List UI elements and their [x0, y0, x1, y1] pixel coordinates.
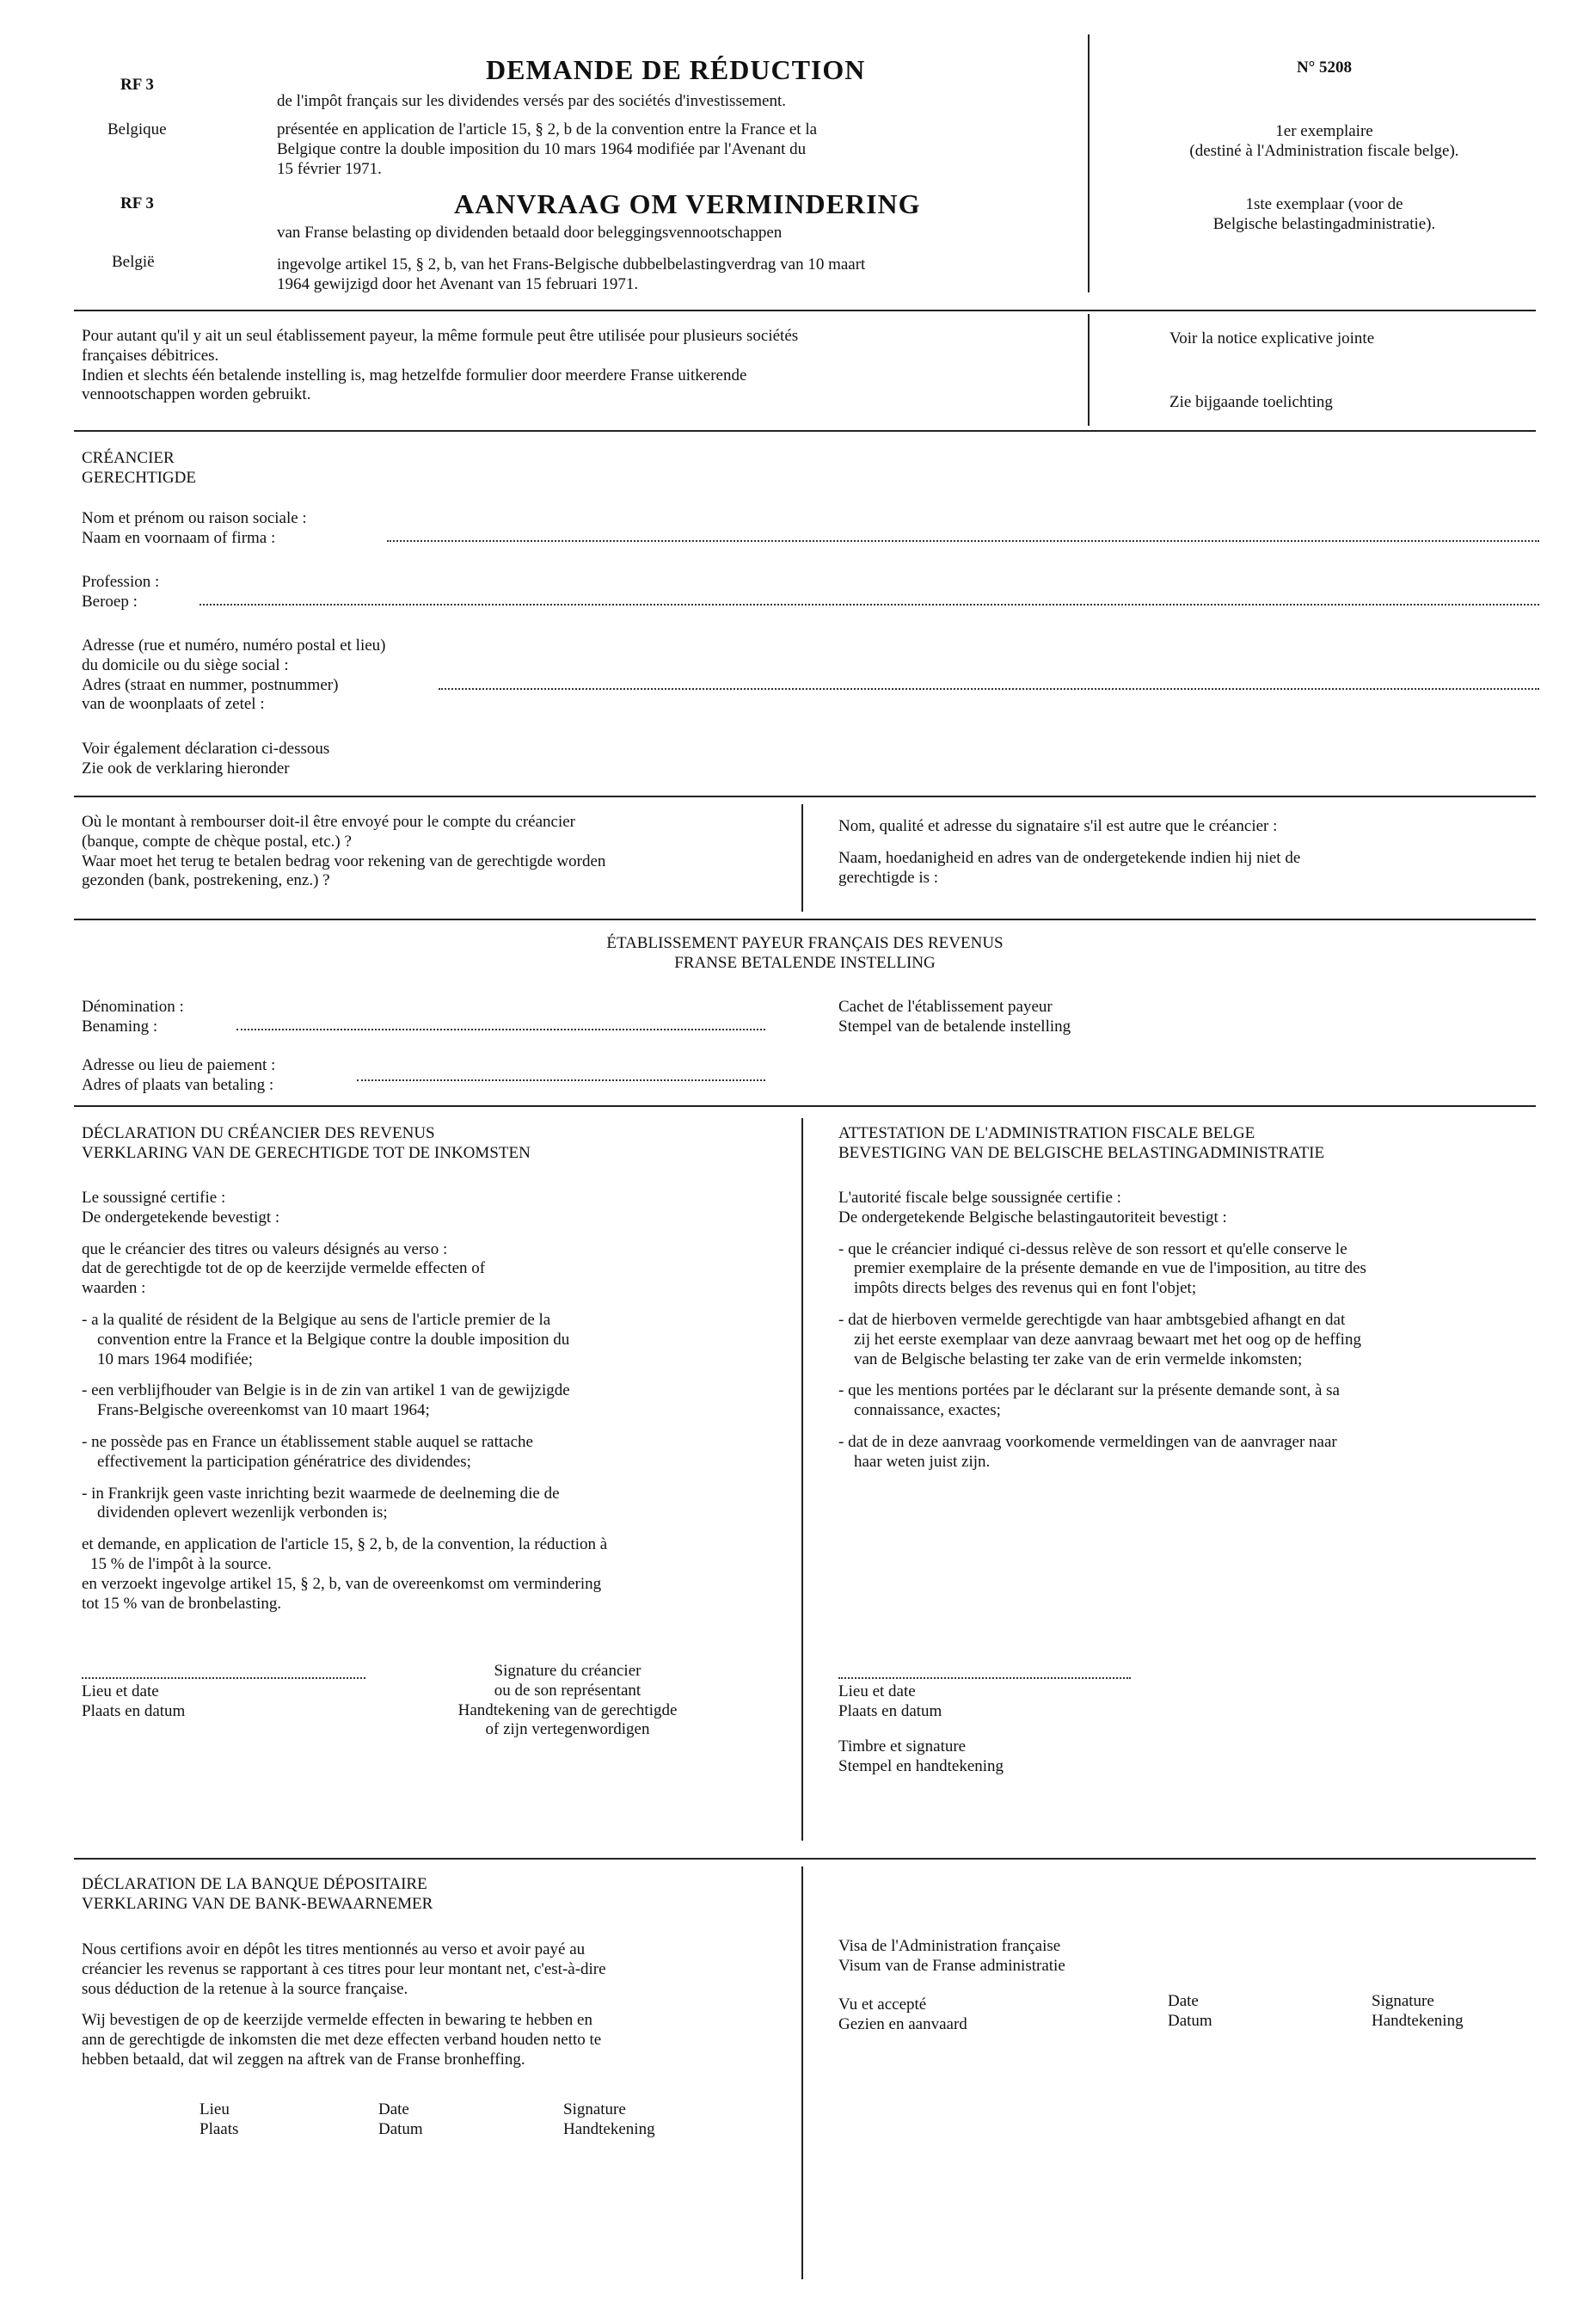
bank-signature-nl: Handtekening	[563, 2119, 655, 2138]
address-label-line: van de woonplaats of zetel :	[82, 695, 265, 714]
subtitle-fr: de l'impôt français sur les dividendes versés par des sociétés d'investissement.	[277, 92, 787, 110]
payer-stamp-fr: Cachet de l'établissement payeur	[838, 998, 1053, 1016]
attestation-heading-fr: ATTESTATION DE L'ADMINISTRATION FISCALE BELGE	[838, 1124, 1255, 1142]
declaration-line: tot 15 % van de bronbelasting.	[82, 1594, 282, 1613]
bank-line: sous déduction de la retenue à la source française.	[82, 1979, 408, 1998]
address-label-line: du domicile ou du siège social :	[82, 655, 289, 674]
declaration-place-date-field[interactable]	[82, 1677, 365, 1679]
application-fr-line: présentée en application de l'article 15, § 2, b de la convention entre la France et la	[277, 120, 818, 138]
creditor-heading-fr: CRÉANCIER	[82, 449, 175, 467]
declaration-bullet: - een verblijfhouder van Belgie is in de zin van artikel 1 van de gewijzigde	[82, 1381, 570, 1400]
bank-date-label	[378, 2100, 423, 2140]
rf3-code-fr: RF 3	[120, 76, 154, 94]
attestation-bullet: - dat de hierboven vermelde gerechtigde van haar ambtsgebied afhangt en dat	[838, 1310, 1346, 1329]
copy-label-line: Belgische belastingadministratie).	[1212, 214, 1436, 233]
declaration-bullet: Frans-Belgische overeenkomst van 10 maart 1964;	[97, 1401, 430, 1420]
bank-signature-label	[563, 2100, 655, 2140]
denomination-label-nl: Benaming :	[82, 1017, 158, 1036]
title-fr: DEMANDE DE RÉDUCTION	[486, 54, 866, 85]
visa-accept-fr: Vu et accepté	[838, 1995, 927, 2014]
refund-question	[82, 813, 605, 891]
refund-line: (banque, compte de chèque postal, etc.) ?	[82, 832, 352, 851]
address-field[interactable]	[439, 688, 1539, 690]
bank-heading-nl: VERKLARING VAN DE BANK-BEWAARNEMER	[82, 1894, 433, 1913]
name-label-nl: Naam en voornaam of firma :	[82, 528, 276, 547]
visa-date-label	[1168, 1992, 1212, 2032]
visa-accept-nl: Gezien en aanvaard	[838, 2014, 967, 2033]
address-label-line: Adresse (rue et numéro, numéro postal et lieu)	[82, 636, 386, 655]
notice-line: Pour autant qu'il y ait un seul établissement payeur, la même formule peut être utilisée pour plusieurs sociétés	[82, 327, 799, 345]
attestation-body	[838, 1189, 1544, 1473]
visa-signature-label	[1372, 1992, 1464, 2032]
visa-signature-nl: Handtekening	[1372, 2011, 1464, 2030]
application-nl-line: 1964 gewijzigd door het Avenant van 15 februari 1971.	[277, 274, 639, 293]
declaration-bullet: convention entre la France et la Belgique contre la double imposition du	[97, 1330, 570, 1349]
name-label	[82, 509, 307, 549]
declaration-line: 15 % de l'impôt à la source.	[90, 1554, 272, 1573]
bank-date-fr: Date	[378, 2100, 409, 2118]
place-date-nl: Plaats en datum	[838, 1701, 942, 1720]
attestation-line: De ondergetekende Belgische belastingautoriteit bevestigt :	[838, 1208, 1227, 1227]
declaration-bullet: dividenden oplevert wezenlijk verbonden is;	[97, 1503, 388, 1522]
declaration-heading	[82, 1124, 531, 1164]
bank-line: créancier les revenus se rapportant à ces titres pour leur montant net, c'est-à-dire	[82, 1959, 606, 1978]
country-fr: Belgique	[107, 120, 167, 138]
bank-date-nl: Datum	[378, 2119, 423, 2138]
notice-line: françaises débitrices.	[82, 346, 219, 365]
payment-address-label-fr: Adresse ou lieu de paiement :	[82, 1056, 276, 1074]
stamp-fr: Timbre et signature	[838, 1737, 967, 1755]
bank-line: Wij bevestigen de op de keerzijde vermelde effecten in bewaring te hebben en	[82, 2011, 592, 2030]
bank-heading-fr: DÉCLARATION DE LA BANQUE DÉPOSITAIRE	[82, 1875, 427, 1893]
declaration-divider	[801, 1118, 803, 1841]
name-field[interactable]	[387, 540, 1539, 542]
notice-line: Indien et slechts één betalende instelling is, mag hetzelfde formulier door meerdere Franse uitkerende	[82, 366, 747, 384]
declaration-bullet: - in Frankrijk geen vaste inrichting bezit waarmede de deelneming die de	[82, 1484, 560, 1503]
copy-label-line: 1ste exemplaar (voor de	[1245, 195, 1403, 213]
bank-place-nl: Plaats	[200, 2119, 239, 2138]
creditor-signature-label	[404, 1662, 731, 1740]
application-fr	[277, 120, 817, 179]
copy-label-fr	[1101, 122, 1548, 162]
address-label	[82, 636, 386, 715]
refund-divider	[801, 804, 803, 912]
declaration-heading-nl: VERKLARING VAN DE GERECHTIGDE TOT DE INKOMSTEN	[82, 1143, 531, 1162]
declaration-bullet: - ne possède pas en France un établissement stable auquel se rattache	[82, 1432, 533, 1451]
place-date-nl: Plaats en datum	[82, 1701, 186, 1720]
application-nl-line: ingevolge artikel 15, § 2, b, van het Frans-Belgische dubbelbelastingverdrag van 10 maart	[277, 255, 866, 274]
notice-text	[82, 327, 798, 405]
payer-heading	[74, 934, 1536, 974]
attestation-line: L'autorité fiscale belge soussignée certifie :	[838, 1189, 1121, 1207]
visa-nl: Visum van de Franse administratie	[838, 1956, 1065, 1975]
see-notice-nl: Zie bijgaande toelichting	[1169, 393, 1333, 411]
denomination-field[interactable]	[236, 1029, 765, 1030]
declaration-heading-fr: DÉCLARATION DU CRÉANCIER DES REVENUS	[82, 1124, 435, 1142]
bank-heading	[82, 1875, 433, 1915]
payer-stamp-nl: Stempel van de betalende instelling	[838, 1017, 1071, 1036]
visa-accept-label	[838, 1995, 967, 2035]
payer-heading-fr: ÉTABLISSEMENT PAYEUR FRANÇAIS DES REVENUS	[606, 934, 1004, 952]
attestation-place-date-field[interactable]	[838, 1677, 1131, 1679]
notice-divider	[1088, 314, 1090, 426]
bank-line: ann de gerechtigde de inkomsten die met deze effecten verband houden netto te	[82, 2031, 602, 2050]
name-label-fr: Nom et prénom ou raison sociale :	[82, 509, 307, 527]
attestation-bullet: haar weten juist zijn.	[854, 1452, 991, 1471]
signatory-line: Naam, hoedanigheid en adres van de ondergetekende indien hij niet de	[838, 848, 1301, 867]
title-nl: AANVRAAG OM VERMINDERING	[454, 188, 921, 219]
application-nl	[277, 255, 865, 295]
bank-divider	[801, 1866, 803, 2279]
visa-date-fr: Date	[1168, 1992, 1199, 2010]
declaration-line: en verzoekt ingevolge artikel 15, § 2, b, van de overeenkomst om vermindering	[82, 1574, 602, 1593]
divider	[74, 1105, 1536, 1107]
visa-label	[838, 1937, 1065, 1977]
declaration-body	[82, 1189, 770, 1614]
bank-line: hebben betaald, dat wil zeggen na aftrek van de Franse bronheffing.	[82, 2050, 525, 2069]
declaration-line: que le créancier des titres ou valeurs désignés au verso :	[82, 1239, 448, 1258]
denomination-label	[82, 998, 184, 1037]
declaration-place-date-label	[82, 1682, 185, 1722]
visa-fr: Visa de l'Administration française	[838, 1937, 1061, 1955]
profession-label-nl: Beroep :	[82, 592, 138, 611]
profession-field[interactable]	[200, 604, 1539, 606]
bank-line: Nous certifions avoir en dépôt les titres mentionnés au verso et avoir payé au	[82, 1940, 586, 1958]
denomination-label-fr: Dénomination :	[82, 998, 184, 1016]
see-declaration	[82, 740, 329, 779]
divider	[74, 310, 1536, 311]
declaration-bullet: - a la qualité de résident de la Belgique au sens de l'article premier de la	[82, 1310, 551, 1329]
see-declaration-nl: Zie ook de verklaring hieronder	[82, 759, 290, 778]
form-number: N° 5208	[1296, 58, 1353, 77]
attestation-bullet: zij het eerste exemplaar van deze aanvraag bewaart met het oog op de heffing	[854, 1330, 1361, 1349]
application-fr-line: 15 février 1971.	[277, 159, 382, 178]
creditor-heading-nl: GERECHTIGDE	[82, 468, 196, 487]
signature-line: Signature du créancier	[494, 1662, 641, 1680]
attestation-heading-nl: BEVESTIGING VAN DE BELGISCHE BELASTINGADMINISTRATIE	[838, 1143, 1325, 1162]
visa-signature-fr: Signature	[1372, 1992, 1434, 2010]
payment-address-field[interactable]	[357, 1079, 765, 1081]
creditor-heading	[82, 449, 196, 489]
divider	[74, 430, 1536, 432]
attestation-bullet: connaissance, exactes;	[854, 1401, 1001, 1420]
signatory-label	[838, 817, 1300, 888]
divider	[74, 796, 1536, 797]
payment-address-label	[82, 1056, 275, 1096]
attestation-bullet: van de Belgische belasting ter zake van de erin vermelde inkomsten;	[854, 1350, 1303, 1368]
declaration-line: et demande, en application de l'article 15, § 2, b, de la convention, la réduction à	[82, 1535, 608, 1554]
refund-line: Waar moet het terug te betalen bedrag voor rekening van de gerechtigde worden	[82, 852, 606, 870]
divider	[74, 919, 1536, 920]
profession-label	[82, 573, 159, 612]
refund-line: gezonden (bank, postrekening, enz.) ?	[82, 871, 330, 890]
bank-signature-fr: Signature	[563, 2100, 626, 2118]
refund-line: Où le montant à rembourser doit-il être envoyé pour le compte du créancier	[82, 813, 575, 831]
notice-line: vennootschappen worden gebruikt.	[82, 385, 311, 404]
country-nl: België	[112, 253, 155, 271]
attestation-bullet: - que les mentions portées par le déclarant sur la présente demande sont, à sa	[838, 1381, 1340, 1400]
address-label-line: Adres (straat en nummer, postnummer)	[82, 675, 339, 694]
signature-line: Handtekening van de gerechtigde	[457, 1700, 678, 1719]
payment-address-label-nl: Adres of plaats van betaling :	[82, 1075, 274, 1094]
rf3-code-nl: RF 3	[120, 194, 154, 212]
payer-stamp-label	[838, 998, 1071, 1037]
header-divider	[1088, 34, 1090, 292]
divider	[74, 1858, 1536, 1860]
attestation-stamp-label	[838, 1737, 1004, 1777]
place-date-fr: Lieu et date	[82, 1682, 159, 1700]
attestation-heading	[838, 1124, 1324, 1164]
stamp-nl: Stempel en handtekening	[838, 1756, 1004, 1775]
profession-label-fr: Profession :	[82, 573, 160, 591]
attestation-bullet: - que le créancier indiqué ci-dessus relève de son ressort et qu'elle conserve le	[838, 1239, 1347, 1258]
visa-date-nl: Datum	[1168, 2011, 1212, 2030]
declaration-bullet: effectivement la participation génératrice des dividendes;	[97, 1452, 471, 1471]
declaration-line: Le soussigné certifie :	[82, 1189, 226, 1207]
declaration-line: waarden :	[82, 1279, 146, 1298]
attestation-bullet: - dat de in deze aanvraag voorkomende vermeldingen van de aanvrager naar	[838, 1432, 1337, 1451]
declaration-line: De ondergetekende bevestigt :	[82, 1208, 280, 1227]
attestation-bullet: premier exemplaire de la présente demande en vue de l'imposition, au titre des	[854, 1259, 1366, 1278]
application-fr-line: Belgique contre la double imposition du 10 mars 1964 modifiée par l'Avenant du	[277, 139, 807, 158]
signature-line: of zijn vertegenwordigen	[485, 1720, 650, 1739]
see-notice-fr: Voir la notice explicative jointe	[1169, 329, 1375, 347]
see-declaration-fr: Voir également déclaration ci-dessous	[82, 740, 330, 758]
bank-body	[82, 1940, 787, 2070]
signatory-line: gerechtigde is :	[838, 868, 939, 887]
bank-place-label	[200, 2100, 238, 2140]
signatory-line: Nom, qualité et adresse du signataire s'il est autre que le créancier :	[838, 817, 1278, 835]
copy-label-line: 1er exemplaire	[1275, 122, 1373, 140]
subtitle-nl: van Franse belasting op dividenden betaald door beleggingsvennootschappen	[277, 224, 783, 242]
place-date-fr: Lieu et date	[838, 1682, 916, 1700]
copy-label-nl	[1101, 195, 1548, 235]
bank-place-fr: Lieu	[200, 2100, 230, 2118]
copy-label-line: (destiné à l'Administration fiscale belge).	[1189, 141, 1459, 160]
attestation-place-date-label	[838, 1682, 942, 1722]
signature-line: ou de son représentant	[494, 1681, 641, 1700]
declaration-bullet: 10 mars 1964 modifiée;	[97, 1350, 253, 1368]
payer-heading-nl: FRANSE BETALENDE INSTELLING	[674, 953, 936, 972]
declaration-line: dat de gerechtigde tot de op de keerzijde vermelde effecten of	[82, 1259, 486, 1278]
attestation-bullet: impôts directs belges des revenus qui en font l'objet;	[854, 1279, 1197, 1298]
